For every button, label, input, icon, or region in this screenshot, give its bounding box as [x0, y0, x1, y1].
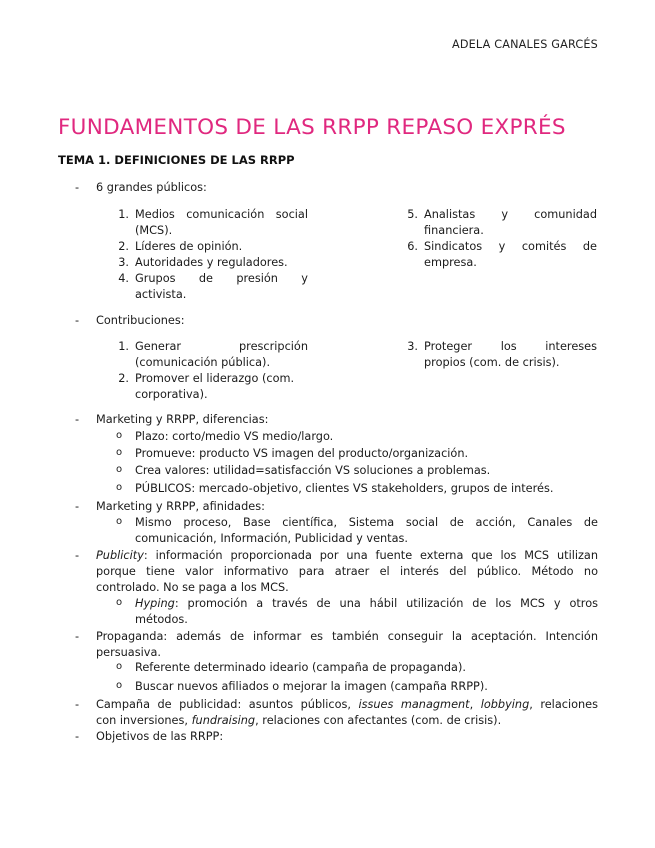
- propaganda-paragraph: Propaganda: además de informar es también conseguir la aceptación. Intención: [96, 630, 598, 643]
- bullet-dash: -: [75, 698, 80, 711]
- diferencias-label: Marketing y RRPP, diferencias:: [96, 413, 269, 426]
- circle-bullet-icon: o: [116, 464, 123, 475]
- bullet-dash: -: [75, 500, 80, 513]
- circle-bullet-icon: o: [116, 680, 123, 691]
- afinidades-label: Marketing y RRPP, afinidades:: [96, 500, 265, 513]
- circle-bullet-icon: o: [116, 482, 123, 493]
- contribuciones-label: Contribuciones:: [96, 314, 185, 327]
- publicos-label: 6 grandes públicos:: [96, 181, 207, 194]
- circle-bullet-icon: o: [116, 447, 123, 458]
- author-header: ADELA CANALES GARCÉS: [451, 38, 598, 51]
- bullet-dash: -: [75, 413, 80, 426]
- circle-bullet-icon: o: [116, 516, 123, 527]
- circle-bullet-icon: o: [116, 597, 123, 608]
- publicity-paragraph: Publicity: información proporcionada por una fuente externa que los MCS utilizan: [96, 549, 598, 562]
- bullet-dash: -: [75, 549, 80, 562]
- campana-paragraph: Campaña de publicidad: asuntos públicos, issues managment, lobbying, relaciones: [96, 698, 598, 711]
- bullet-dash: -: [75, 730, 80, 743]
- circle-bullet-icon: o: [116, 430, 123, 441]
- hyping-term: Hyping: [135, 597, 175, 610]
- page-title: FUNDAMENTOS DE LAS RRPP REPASO EXPRÉS: [58, 115, 566, 140]
- circle-bullet-icon: o: [116, 661, 123, 672]
- publicity-term: Publicity: [96, 549, 144, 562]
- objetivos-label: Objetivos de las RRPP:: [96, 730, 224, 743]
- bullet-dash: -: [75, 314, 80, 327]
- bullet-dash: -: [75, 630, 80, 643]
- section-title: TEMA 1. DEFINICIONES DE LAS RRPP: [58, 153, 295, 167]
- bullet-dash: -: [75, 181, 80, 194]
